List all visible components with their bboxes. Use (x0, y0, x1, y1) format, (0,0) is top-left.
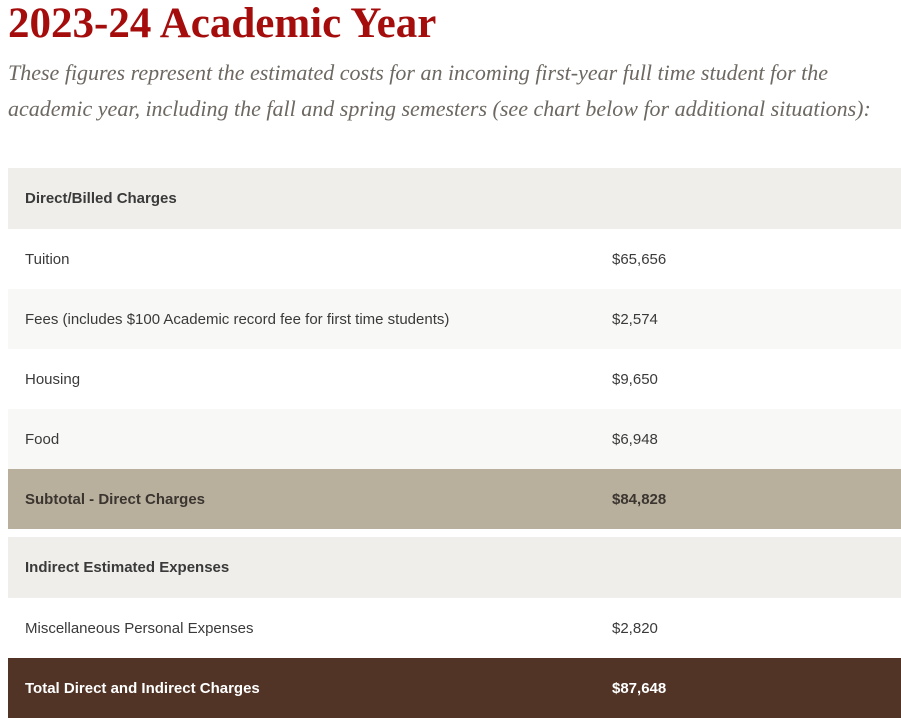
row-value: $2,820 (612, 619, 658, 637)
table-row-tuition (8, 229, 901, 289)
row-value: $9,650 (612, 370, 658, 388)
total-value: $87,648 (612, 679, 667, 697)
indirect-expenses-header: Indirect Estimated Expenses (25, 559, 230, 576)
intro-text (8, 55, 901, 127)
subtotal-row (8, 469, 901, 529)
subtotal-value: $84,828 (612, 490, 667, 508)
row-label: Housing (25, 370, 81, 388)
cost-table (8, 168, 901, 718)
page-title: 2023-24 Academic Year (8, 0, 437, 47)
table-row-fees (8, 289, 901, 349)
row-value: $6,948 (612, 430, 658, 448)
row-value: $2,574 (612, 310, 658, 328)
table-row-food (8, 409, 901, 469)
subtotal-label: Subtotal - Direct Charges (25, 490, 206, 508)
direct-charges-header: Direct/Billed Charges (25, 190, 177, 207)
row-label: Tuition (25, 250, 70, 268)
total-row (8, 658, 901, 718)
row-label: Miscellaneous Personal Expenses (25, 619, 254, 637)
row-spacer (8, 529, 901, 537)
intro-line-2: academic year, including the fall and spring semesters (see chart below for additional situations): (8, 96, 871, 121)
row-value: $65,656 (612, 250, 667, 268)
table-row-misc-expenses (8, 598, 901, 658)
intro-line-1: These figures represent the estimated costs for an incoming first-year full time student for the (8, 60, 829, 85)
row-label: Fees (includes $100 Academic record fee for first time students) (25, 310, 450, 328)
table-row-housing (8, 349, 901, 409)
indirect-expenses-header-row (8, 537, 901, 598)
row-label: Food (25, 430, 60, 448)
direct-charges-header-row (8, 168, 901, 229)
total-label: Total Direct and Indirect Charges (25, 679, 260, 697)
